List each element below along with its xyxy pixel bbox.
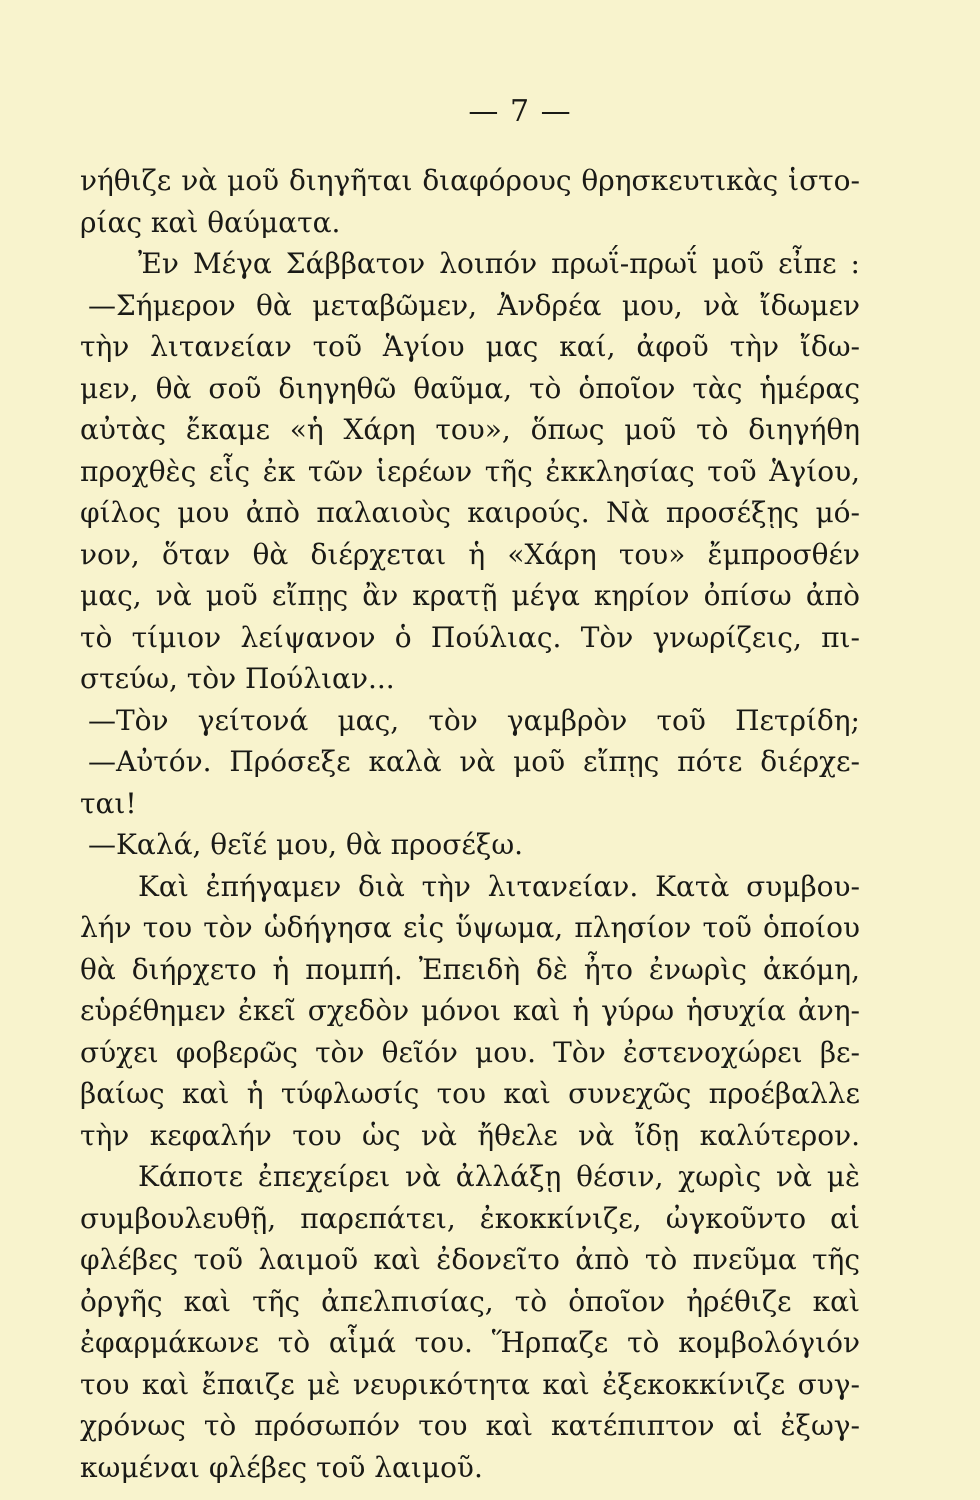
text-line: —Σήμερον θὰ μεταβῶμεν, Ἀνδρέα μου, νὰ ἴδωμεν (88, 288, 860, 322)
body-text (80, 160, 860, 1488)
text-line: λήν του τὸν ὡδήγησα εἰς ὕψωμα, πλησίον τοῦ ὁποίου (80, 911, 860, 944)
page-number: — 7 — (468, 94, 572, 129)
text-line: —Τὸν γείτονά μας, τὸν γαμβρὸν τοῦ Πετρίδη; (88, 703, 860, 737)
text-line: ρίας καὶ θαύματα. (80, 205, 341, 239)
text-line: ται! (80, 786, 137, 820)
text-line: εὑρέθημεν ἐκεῖ σχεδὸν μόνοι καὶ ἡ γύρω ἡσυχία ἀνη- (80, 994, 860, 1027)
text-line: Ἐν Μέγα Σάββατον λοιπόν πρωΐ-πρωΐ μοῦ εἶπε : (138, 247, 860, 280)
text-line: τὴν κεφαλήν του ὡς νὰ ἤθελε νὰ ἴδῃ καλύτερον. (80, 1118, 860, 1152)
text-line: νον, ὅταν θὰ διέρχεται ἡ «Χάρη του» ἔμπροσθέν (80, 537, 860, 571)
text-line: —Αὐτόν. Πρόσεξε καλὰ νὰ μοῦ εἴπῃς πότε διέρχε- (88, 745, 860, 778)
text-line: φλέβες τοῦ λαιμοῦ καὶ ἐδονεῖτο ἀπὸ τὸ πνεῦμα τῆς (80, 1243, 860, 1276)
text-line: Κάποτε ἐπεχείρει νὰ ἀλλάξῃ θέσιν, χωρὶς νὰ μὲ (138, 1160, 860, 1193)
text-line: τὸ τίμιον λείψανον ὁ Πούλιας. Τὸν γνωρίζεις, πι- (80, 620, 860, 654)
text-line: νήθιζε νὰ μοῦ διηγῆται διαφόρους θρησκευτικὰς ἱστο- (80, 164, 860, 197)
text-line: θὰ διήρχετο ἡ πομπή. Ἐπειδὴ δὲ ἦτο ἐνωρὶς ἀκόμη, (80, 952, 860, 986)
text-line: μας, νὰ μοῦ εἴπῃς ἂν κρατῇ μέγα κηρίον ὀπίσω ἀπὸ (80, 579, 860, 612)
text-line: βαίως καὶ ἡ τύφλωσίς του καὶ συνεχῶς προέβαλλε (80, 1077, 860, 1110)
text-line: σύχει φοβερῶς τὸν θεῖόν μου. Τὸν ἐστενοχώρει βε- (80, 1035, 860, 1069)
text-line: αὐτὰς ἔκαμε «ἡ Χάρη του», ὅπως μοῦ τὸ διηγήθη (80, 413, 860, 446)
text-line: χρόνως τὸ πρόσωπόν του καὶ κατέπιπτον αἱ ἐξωγ- (80, 1409, 860, 1442)
text-line: κωμέναι φλέβες τοῦ λαιμοῦ. (80, 1450, 483, 1484)
text-line: προχθὲς εἷς ἐκ τῶν ἱερέων τῆς ἐκκλησίας τοῦ Ἁγίου, (80, 454, 860, 488)
text-line: ἐφαρμάκωνε τὸ αἷμά του. Ἥρπαζε τὸ κομβολόγιόν (80, 1326, 860, 1359)
text-line: στεύω, τὸν Πούλιαν... (80, 662, 395, 695)
text-line: του καὶ ἔπαιζε μὲ νευρικότητα καὶ ἐξεκοκκίνιζε συγ- (80, 1367, 860, 1401)
text-line: συμβουλευθῇ, παρεπάτει, ἐκοκκίνιζε, ὠγκοῦντο αἱ (80, 1201, 860, 1235)
text-line: —Καλά, θεῖέ μου, θὰ προσέξω. (88, 828, 524, 861)
text-line: ὀργῆς καὶ τῆς ἀπελπισίας, τὸ ὁποῖον ἠρέθιζε καὶ (80, 1284, 860, 1318)
text-line: μεν, θὰ σοῦ διηγηθῶ θαῦμα, τὸ ὁποῖον τὰς ἡμέρας (80, 371, 860, 405)
text-line: φίλος μου ἀπὸ παλαιοὺς καιρούς. Νὰ προσέξῃς μό- (80, 496, 860, 529)
text-line: τὴν λιτανείαν τοῦ Ἁγίου μας καί, ἀφοῦ τὴν ἴδω- (80, 330, 860, 363)
text-line: Καὶ ἐπήγαμεν διὰ τὴν λιτανείαν. Κατὰ συμβου- (138, 869, 860, 903)
